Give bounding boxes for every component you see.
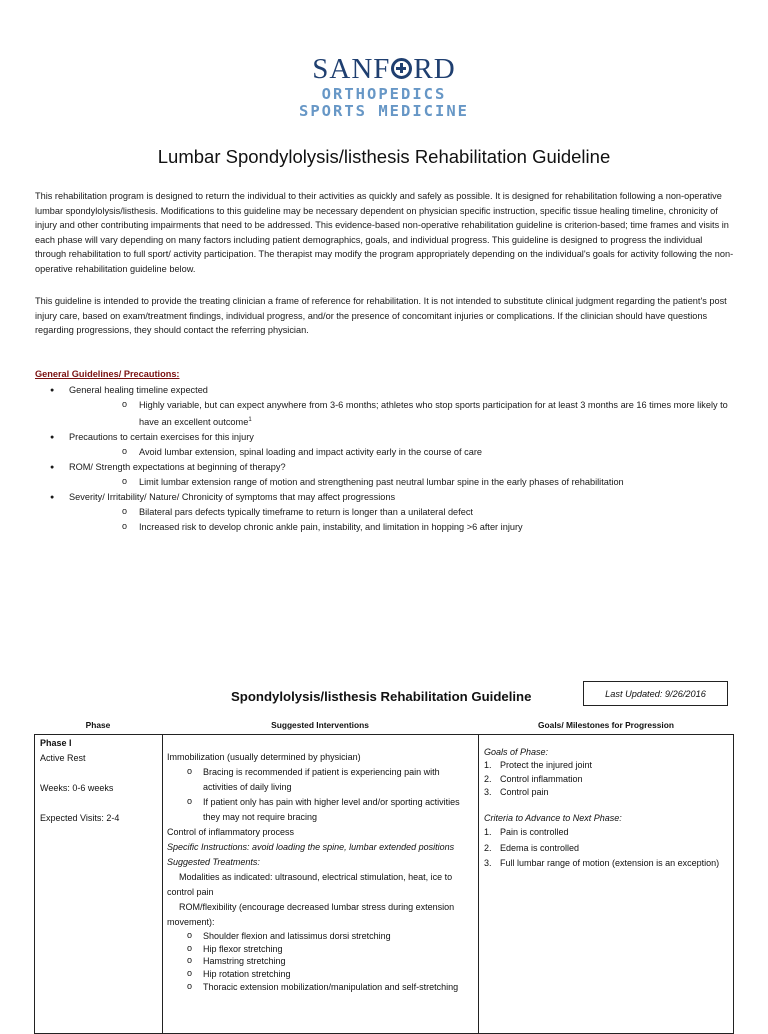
sub-list-item: o Limit lumbar extension range of motion and strengthening past neutral lumbar spine in the early phases of rehabilitation — [69, 475, 735, 490]
page-title: Lumbar Spondylolysis/listhesis Rehabilitation Guideline — [157, 146, 611, 167]
stretch-item: o Hamstring stretching — [167, 955, 475, 968]
column-header-phase: Phase — [85, 720, 111, 730]
control-text: Control of inflammatory process — [167, 827, 295, 837]
table-title: Spondylolysis/listhesis Rehabilitation Guideline — [231, 689, 532, 704]
last-updated-box: Last Updated: 9/26/2016 — [583, 681, 728, 706]
logo-line-orthopedics: ORTHOPEDICS — [321, 85, 447, 103]
sub-list-item: o Bilateral pars defects typically timeframe to return is longer than a unilateral defect — [69, 505, 735, 520]
sanford-logo — [248, 52, 520, 124]
stretch-item: o Shoulder flexion and latissimus dorsi stretching — [167, 930, 475, 943]
criteria-item: 3. Full lumbar range of motion (extension is an exception) — [484, 858, 720, 869]
phase-name: Phase I — [40, 738, 72, 748]
sub-list-item: o Increased risk to develop chronic ankle pain, instability, and limitation in hopping >6 after injury — [69, 520, 735, 535]
column-divider — [478, 735, 479, 1033]
criteria-heading: Criteria to Advance to Next Phase: — [484, 812, 622, 823]
intro-paragraph-1: This rehabilitation program is designed to return the individual to their activities as quickly and safely as possible. It is designed for rehabilitation following a non-operative lumbar spondylolysis/listhesis. Modifications to this guideline may be necessary dependent on physician specific instruction, specific tissue healing timeline, chronicity of injury and other contributing impairments that need to be addressed. This evidence-based non-operative rehabilitation guideline is criterion-based; time frames and visits in each phase will vary depending on many factors including patient demographics, goals, and individual progress. This guideline is designed to progress the individual through rehabilitation to full sport/ activity participation. The therapist may modify the program appropriately depending on the individual's goals for activity following the non-operative rehabilitation guideline below. — [35, 191, 734, 274]
phase-visits: Expected Visits: 2-4 — [40, 813, 120, 823]
general-guidelines-list — [35, 383, 735, 535]
guideline-table — [34, 734, 734, 1034]
goal-item: 3. Control pain — [484, 787, 549, 798]
interventions-cell — [167, 750, 475, 994]
phase-cell — [40, 736, 158, 826]
modalities-text: Modalities as indicated: ultrasound, electrical stimulation, heat, ice to control pain — [167, 872, 453, 897]
immobilization-text: Immobilization (usually determined by physician) — [167, 752, 361, 762]
sub-list-item: o Highly variable, but can expect anywhere from 3-6 months; athletes who stop sports participation for at least 3 months are 16 times more likely to have an excellent outcome$^1$ — [69, 398, 735, 430]
bracing-text: o Bracing is recommended if patient is experiencing pain with activities of daily living — [167, 765, 475, 795]
sub-list-item: o Avoid lumbar extension, spinal loading and impact activity early in the course of care — [69, 445, 735, 460]
stretch-item: o Hip flexor stretching — [167, 943, 475, 956]
stretch-item: o Thoracic extension mobilization/manipulation and self-stretching — [167, 981, 475, 994]
criteria-item: 1. Pain is controlled — [484, 827, 569, 838]
stretch-item: o Hip rotation stretching — [167, 968, 475, 981]
logo-cross-o-icon — [391, 58, 412, 79]
list-item: ● Severity/ Irritability/ Nature/ Chronicity of symptoms that may affect progressions o Bilateral pars defects typically timeframe to return is longer than a unilateral defect o Increased risk to develop chronic ankle pain, instability, and limitation in hopping >6 after injury — [35, 490, 735, 535]
rom-flexibility-text: ROM/flexibility (encourage decreased lumbar stress during extension movement): — [167, 902, 455, 927]
column-header-goals: Goals/ Milestones for Progression — [538, 720, 674, 730]
list-item: ● General healing timeline expected o Highly variable, but can expect anywhere from 3-6 months; athletes who stop sports participation for at least 3 months are 16 times more likely to have an excellent outcome$^1$ — [35, 383, 735, 430]
list-item: ● Precautions to certain exercises for this injury o Avoid lumbar extension, spinal loading and impact activity early in the course of care — [35, 430, 735, 460]
suggested-treatments-heading: Suggested Treatments: — [167, 857, 260, 867]
phase-weeks: Weeks: 0-6 weeks — [40, 783, 114, 793]
general-guidelines-heading: General Guidelines/ Precautions: — [35, 369, 180, 379]
logo-brand: SANF RD — [312, 53, 456, 85]
criteria-item: 2. Edema is controlled — [484, 842, 580, 853]
intro-paragraph-2: This guideline is intended to provide the treating clinician a frame of reference for rehabilitation. It is not intended to substitute clinical judgment regarding the patient's post injury care, based on exam/treatment findings, individual progress, and/or the presence of concomitant injuries or complications. If the clinician should have questions regarding progressions, they should contact the referring physician. — [35, 296, 727, 336]
higher-level-text: o If patient only has pain with higher level and/or sporting activities they may not require bracing — [167, 795, 475, 825]
list-item: ● ROM/ Strength expectations at beginning of therapy? o Limit lumbar extension range of motion and strengthening past neutral lumbar spine in the early phases of rehabilitation — [35, 460, 735, 490]
logo-line-sports-medicine: SPORTS MEDICINE — [299, 102, 469, 120]
specific-instructions-text: Specific Instructions: avoid loading the spine, lumbar extended positions — [167, 842, 455, 852]
column-header-interventions: Suggested Interventions — [271, 720, 369, 730]
goals-heading: Goals of Phase: — [484, 747, 549, 757]
phase-subtitle: Active Rest — [40, 753, 86, 763]
goal-item: 1. Protect the injured joint — [484, 760, 593, 771]
goal-item: 2. Control inflammation — [484, 773, 583, 784]
goals-cell — [484, 746, 724, 872]
goals-list — [484, 759, 724, 799]
criteria-list — [484, 825, 724, 872]
column-divider — [162, 735, 163, 1033]
